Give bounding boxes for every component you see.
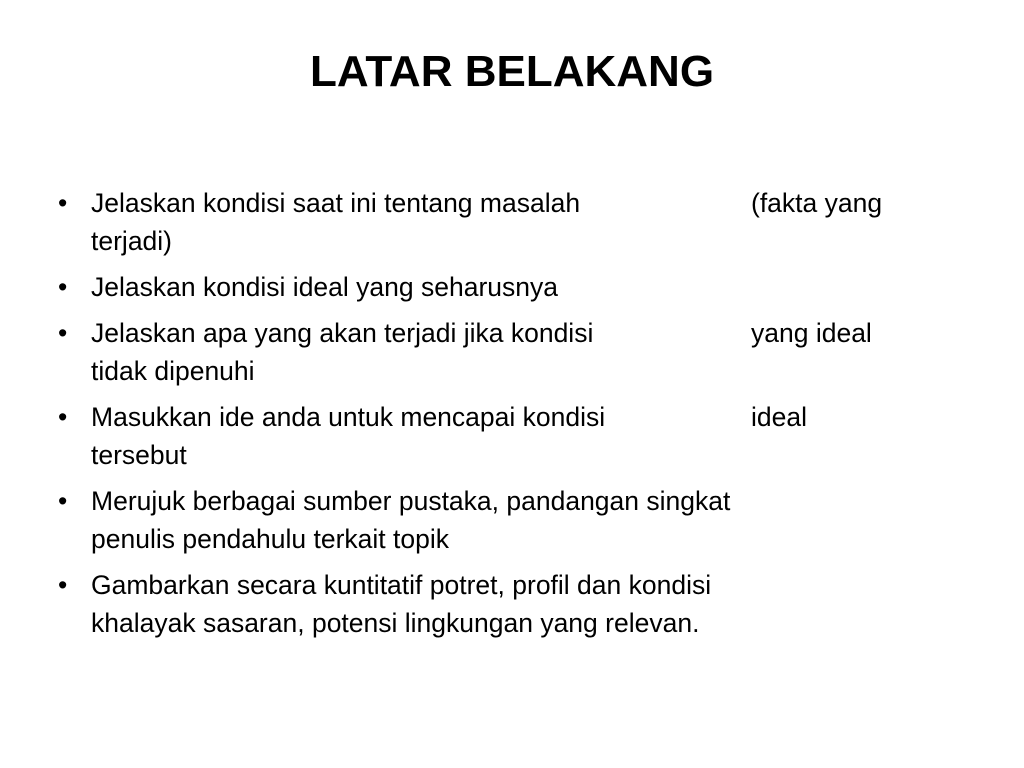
item-text-left: Jelaskan kondisi saat ini tentang masalah [91, 188, 581, 218]
list-item [58, 268, 928, 306]
slide-title: LATAR BELAKANG [309, 47, 715, 96]
item-first-line [91, 184, 928, 222]
item-text: Jelaskan kondisi ideal yang seharusnya [91, 272, 558, 302]
bullet-icon: • [58, 318, 68, 348]
item-first-line [91, 398, 928, 436]
item-text-right: yang ideal [751, 318, 872, 348]
item-continuation: terjadi) [91, 226, 173, 256]
bullet-icon: • [58, 570, 68, 600]
item-continuation: penulis pendahulu terkait topik [91, 524, 449, 554]
list-item [58, 184, 928, 260]
bullet-icon: • [58, 188, 68, 218]
item-continuation: tersebut [91, 440, 187, 470]
list-item [58, 482, 928, 558]
item-text-right: ideal [751, 402, 807, 432]
bullet-icon: • [58, 402, 68, 432]
item-continuation: khalayak sasaran, potensi lingkungan yang relevan. [91, 608, 700, 638]
bullet-list [58, 184, 928, 650]
list-item [58, 566, 928, 642]
item-text-left: Masukkan ide anda untuk mencapai kondisi [91, 402, 606, 432]
item-first-line [91, 314, 928, 352]
bullet-icon: • [58, 272, 68, 302]
item-text: Merujuk berbagai sumber pustaka, pandangan singkat [91, 486, 731, 516]
item-continuation: tidak dipenuhi [91, 356, 255, 386]
list-item [58, 314, 928, 390]
item-text-left: Jelaskan apa yang akan terjadi jika kondisi [91, 318, 594, 348]
item-text-right: (fakta yang [751, 188, 883, 218]
item-text: Gambarkan secara kuntitatif potret, profil dan kondisi [91, 570, 712, 600]
bullet-icon: • [58, 486, 68, 516]
list-item [58, 398, 928, 474]
